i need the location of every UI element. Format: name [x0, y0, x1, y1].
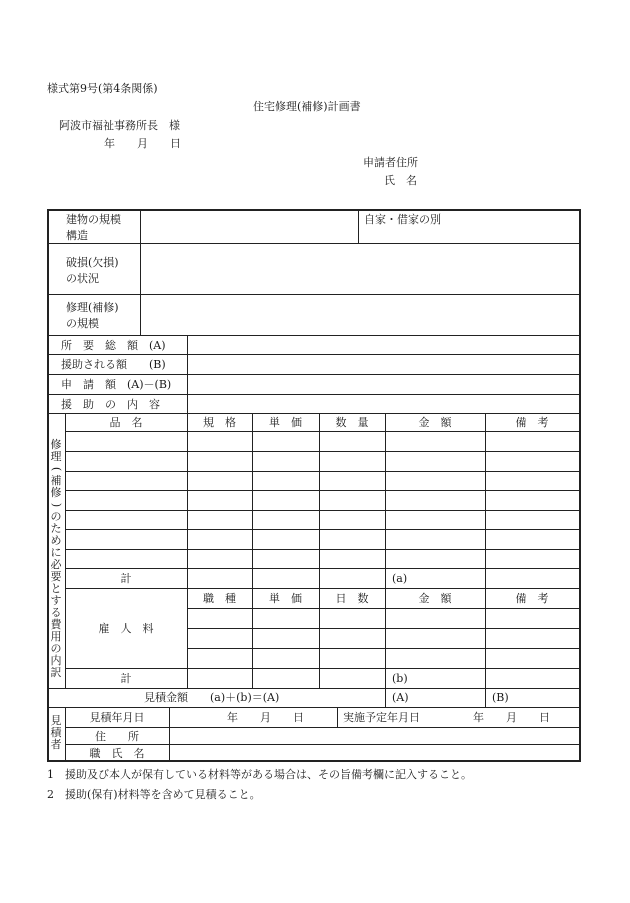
header-quantity: 数 量	[335, 416, 369, 429]
labor-cost-label: 雇 人 料	[98, 622, 154, 635]
addressee: 阿波市福祉事務所長 様	[59, 119, 180, 132]
assistance-content-label: 援 助 の 内 容	[61, 398, 160, 411]
estimator-title-name-label: 職 氏 名	[89, 747, 145, 760]
header-spec: 規 格	[203, 416, 236, 429]
header-remarks: 備 考	[515, 416, 549, 429]
note-2: 2 援助(保有)材料等を含めて見積ること。	[47, 788, 261, 801]
applicant-name-label: 氏 名	[384, 174, 417, 187]
scheduled-date-label: 実施予定年月日	[343, 711, 420, 724]
estimate-total-label: 見積金額 (a)＋(b)＝(A)	[144, 691, 280, 704]
estimate-date-value: 年 月 日	[227, 711, 304, 724]
header-labor-unit-price: 単 価	[269, 592, 302, 605]
estimate-total-a: (A)	[392, 691, 409, 704]
materials-subtotal-a: (a)	[392, 572, 408, 585]
damage-label-line1: 破損(欠損)	[66, 256, 119, 269]
header-labor-remarks: 備 考	[515, 592, 549, 605]
date-line: 年 月 日	[104, 137, 181, 150]
estimator-side-label: 見 積 者	[50, 714, 62, 751]
scheduled-date-value: 年 月 日	[473, 711, 550, 724]
building-structure-label: 構造	[66, 229, 88, 242]
repair-scale-label-line1: 修理(補修)	[66, 301, 119, 314]
header-days: 日 数	[335, 592, 369, 605]
labor-subtotal-label: 計	[120, 672, 132, 685]
repair-scale-label-line2: の規模	[66, 317, 99, 330]
ownership-label: 自家・借家の別	[364, 213, 441, 226]
header-item-name: 品 名	[109, 416, 143, 429]
cost-breakdown-side-label: 修 理 ( 補 修 ) の た め に 必 要 と す る 費 用 の 内 訳	[49, 438, 63, 679]
note-1: 1 援助及び本人が保有している材料等がある場合は、その旨備考欄に記入すること。	[47, 768, 472, 781]
form-number: 様式第9号(第4条関係)	[47, 82, 158, 95]
header-unit-price: 単 価	[269, 416, 302, 429]
total-required-label: 所 要 総 額 (A)	[61, 339, 166, 352]
materials-subtotal-label: 計	[120, 572, 132, 585]
application-amount-label: 申 請 額 (A)－(B)	[61, 378, 172, 391]
damage-label-line2: の状況	[66, 272, 99, 285]
estimator-address-label: 住 所	[95, 730, 139, 743]
page-title: 住宅修理(補修)計画書	[253, 100, 361, 113]
estimate-total-b: (B)	[492, 691, 509, 704]
estimate-date-label: 見積年月日	[89, 711, 145, 724]
building-scale-label: 建物の規模	[66, 213, 121, 226]
labor-subtotal-b: (b)	[392, 672, 408, 685]
header-amount: 金 額	[418, 416, 452, 429]
applicant-address-label: 申請者住所	[363, 156, 418, 169]
repair-plan-form	[47, 209, 581, 762]
header-labor-amount: 金 額	[418, 592, 452, 605]
header-job-type: 職 種	[203, 592, 236, 605]
assisted-amount-label: 援助される額 (B)	[61, 358, 166, 371]
